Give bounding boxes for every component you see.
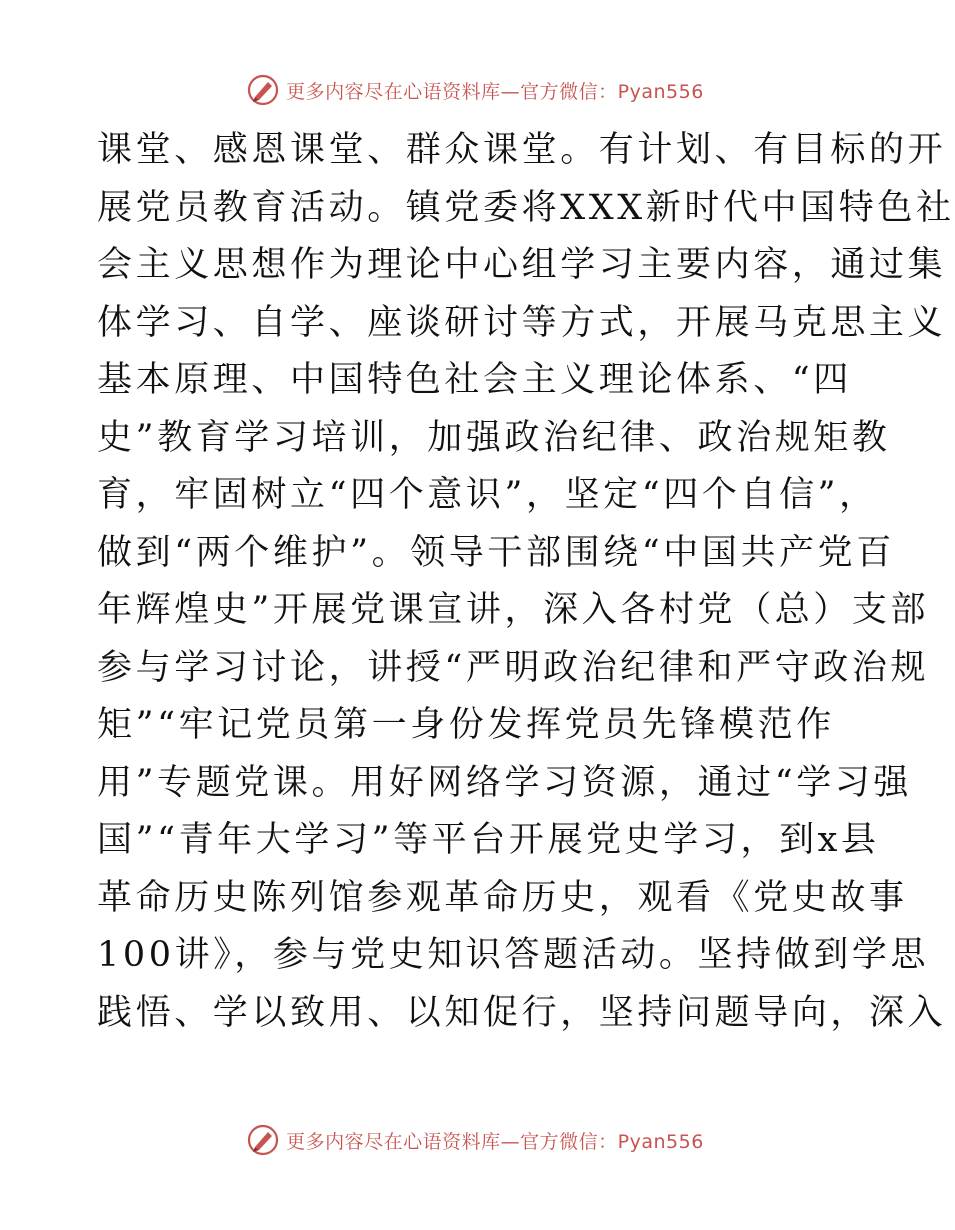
- text-line: 基本原理、中国特色社会主义理论体系、“四: [97, 360, 852, 400]
- footer-watermark-text: 更多内容尽在心语资料库—官方微信：Pyan556: [286, 1130, 704, 1153]
- text-line: 国”“青年大学习”等平台开展党史学习，到x县: [97, 820, 880, 860]
- text-line: 革命历史陈列馆参观革命历史，观看《党史故事: [97, 877, 908, 918]
- header-watermark-text: 更多内容尽在心语资料库—官方微信：Pyan556: [286, 80, 704, 103]
- text-line: 育，牢固树立“四个意识”，坚定“四个自信”，: [97, 475, 878, 515]
- text-line: 矩”“牢记党员第一身份发挥党员先锋模范作: [97, 705, 835, 745]
- pen-logo-icon: [246, 1123, 280, 1157]
- text-line: 年辉煌史”开展党课宣讲，深入各村党（总）支部: [97, 590, 930, 630]
- text-line: 史”教育学习培训，加强政治纪律、政治规矩教: [97, 417, 891, 458]
- text-line: 参与学习讨论，讲授“严明政治纪律和严守政治规: [97, 647, 930, 688]
- text-line: 践悟、学以致用、以知促行，坚持问题导向，深入: [97, 992, 947, 1033]
- text-line: 用”专题党课。用好网络学习资源，通过“学习强: [97, 762, 912, 803]
- document-body: [97, 122, 955, 1042]
- text-line: 课堂、感恩课堂、群众课堂。有计划、有目标的开: [97, 130, 947, 170]
- pen-logo-icon: [246, 73, 280, 107]
- text-line: 100讲》，参与党史知识答题活动。坚持做到学思: [97, 935, 930, 975]
- text-line: 展党员教育活动。镇党委将XXX新时代中国特色社: [97, 187, 955, 228]
- text-line: 会主义思想作为理论中心组学习主要内容，通过集: [97, 245, 947, 285]
- footer-watermark: [0, 1120, 950, 1160]
- header-watermark: [0, 70, 950, 110]
- text-line: 体学习、自学、座谈研讨等方式，开展马克思主义: [97, 302, 947, 343]
- text-line: 做到“两个维护”。领导干部围绕“中国共产党百: [97, 532, 895, 573]
